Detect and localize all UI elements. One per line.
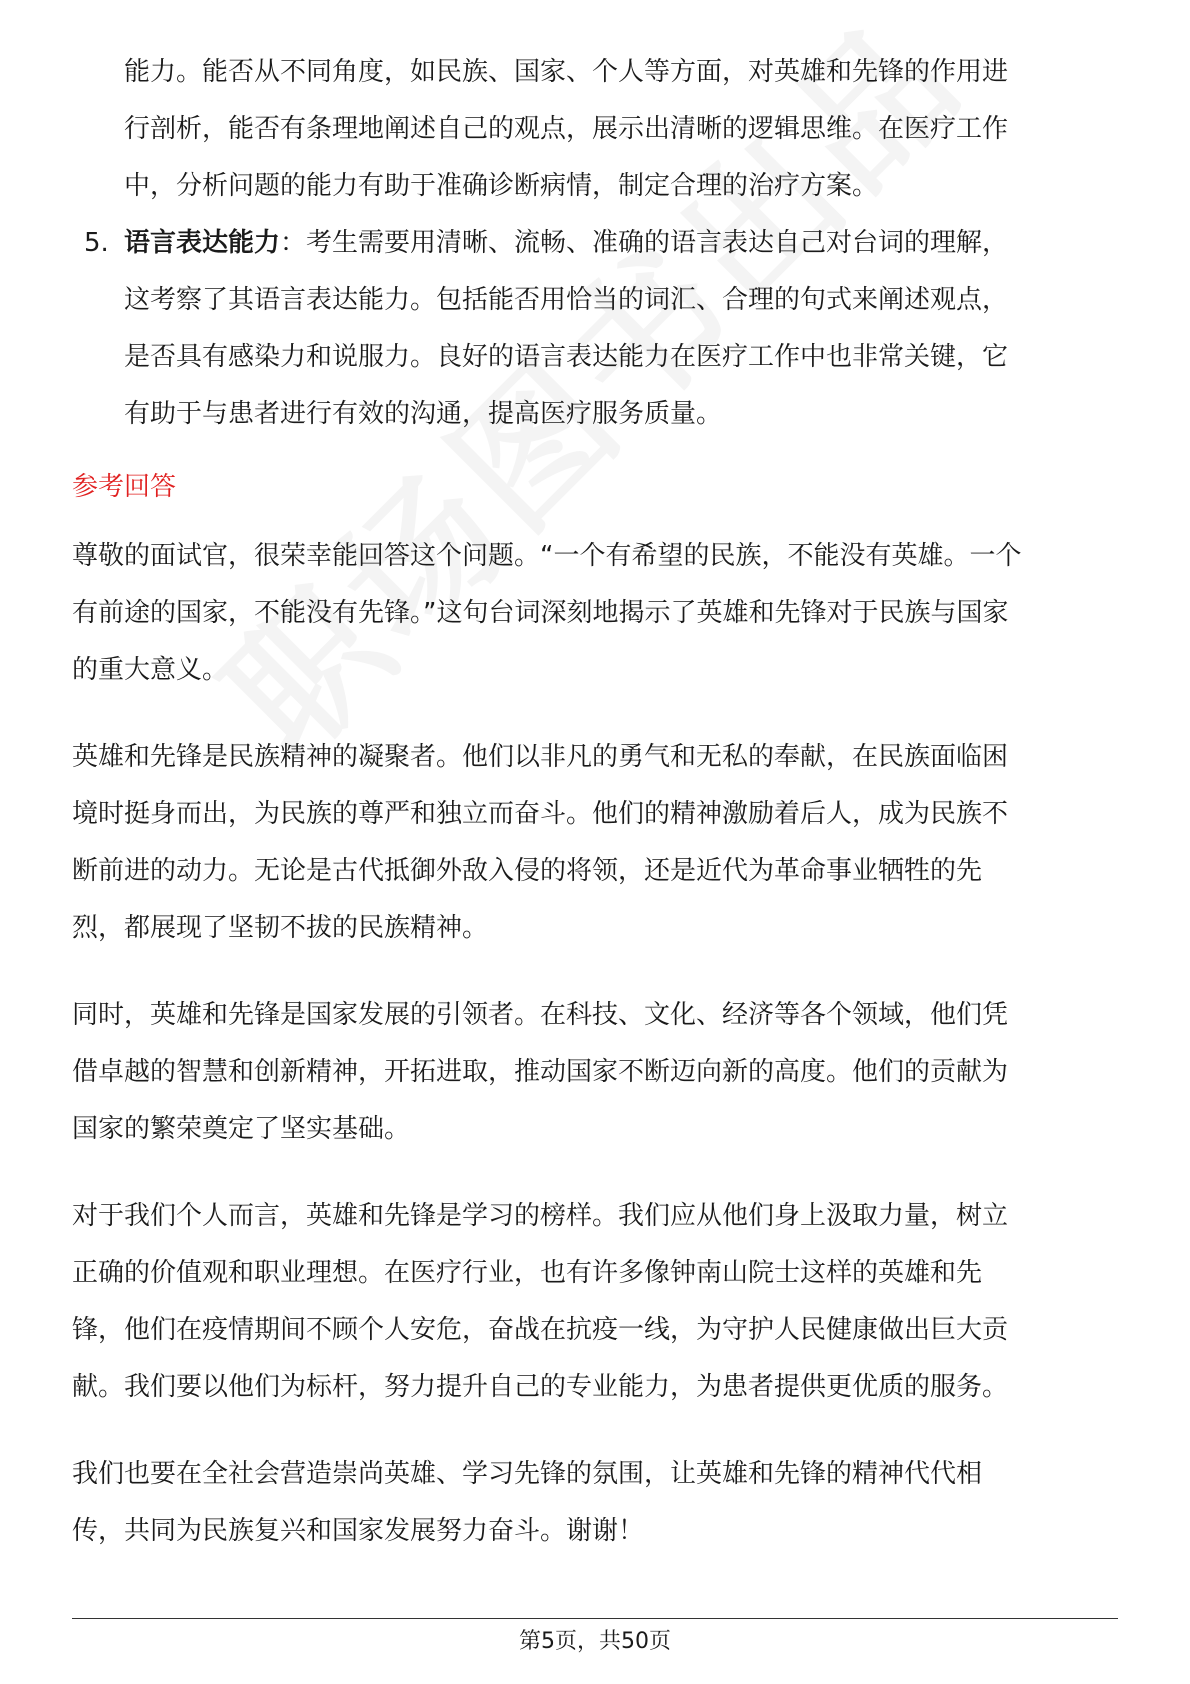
text-line: 尊敬的面试官，很荣幸能回答这个问题。“一个有希望的民族，不能没有英雄。一个 xyxy=(72,541,1022,571)
previous-item-continuation xyxy=(72,44,1118,215)
text-line: 中，分析问题的能力有助于准确诊断病情，制定合理的治疗方案。 xyxy=(124,171,879,201)
page-content xyxy=(72,44,1118,1590)
text-line: 献。我们要以他们为标杆，努力提升自己的专业能力，为患者提供更优质的服务。 xyxy=(72,1372,1009,1402)
text-line: 境时挺身而出，为民族的尊严和独立而奋斗。他们的精神激励着后人，成为民族不 xyxy=(72,799,1009,829)
answer-heading: 参考回答 xyxy=(72,472,177,502)
text-line: 这考察了其语言表达能力。包括能否用恰当的词汇、合理的句式来阐述观点， xyxy=(124,285,1009,315)
text-line: 传，共同为民族复兴和国家发展努力奋斗。谢谢！ xyxy=(72,1516,645,1546)
list-item-term: 语言表达能力 xyxy=(124,228,281,258)
text-line: 能力。能否从不同角度，如民族、国家、个人等方面，对英雄和先锋的作用进 xyxy=(124,57,1009,87)
text-line: 借卓越的智慧和创新精神，开拓进取，推动国家不断迈向新的高度。他们的贡献为 xyxy=(72,1057,1009,1087)
text-line: 断前进的动力。无论是古代抵御外敌入侵的将领，还是近代为革命事业牺牲的先 xyxy=(72,856,983,886)
text-line: 烈，都展现了坚韧不拔的民族精神。 xyxy=(72,913,489,943)
page-number: 第5页，共50页 xyxy=(519,1629,671,1654)
text-line: 是否具有感染力和说服力。良好的语言表达能力在医疗工作中也非常关键，它 xyxy=(124,342,1009,372)
list-item-text: ：考生需要用清晰、流畅、准确的语言表达自己对台词的理解， xyxy=(280,228,1009,258)
text-line: 有助于与患者进行有效的沟通，提高医疗服务质量。 xyxy=(124,399,723,429)
text-line: 行剖析，能否有条理地阐述自己的观点，展示出清晰的逻辑思维。在医疗工作 xyxy=(124,114,1009,144)
text-line: 的重大意义。 xyxy=(72,655,229,685)
answer-paragraph-3 xyxy=(72,987,1118,1158)
text-line: 有前途的国家，不能没有先锋。”这句台词深刻地揭示了英雄和先锋对于民族与国家 xyxy=(72,598,1009,628)
text-line: 我们也要在全社会营造崇尚英雄、学习先锋的氛围，让英雄和先锋的精神代代相 xyxy=(72,1459,983,1489)
answer-paragraph-4 xyxy=(72,1188,1118,1416)
answer-paragraph-5 xyxy=(72,1446,1118,1560)
list-item-language-expression xyxy=(72,215,1118,443)
footer-divider xyxy=(72,1618,1118,1619)
text-line: 国家的繁荣奠定了坚实基础。 xyxy=(72,1114,411,1144)
text-line: 锋，他们在疫情期间不顾个人安危，奋战在抗疫一线，为守护人民健康做出巨大贡 xyxy=(72,1315,1009,1345)
answer-paragraph-1 xyxy=(72,528,1118,699)
answer-paragraph-2 xyxy=(72,729,1118,957)
text-line: 正确的价值观和职业理想。在医疗行业，也有许多像钟南山院士这样的英雄和先 xyxy=(72,1258,983,1288)
text-line: 对于我们个人而言，英雄和先锋是学习的榜样。我们应从他们身上汲取力量，树立 xyxy=(72,1201,1009,1231)
list-item-number: 5. xyxy=(84,228,109,258)
text-line: 英雄和先锋是民族精神的凝聚者。他们以非凡的勇气和无私的奉献，在民族面临困 xyxy=(72,742,1009,772)
text-line: 同时，英雄和先锋是国家发展的引领者。在科技、文化、经济等各个领域，他们凭 xyxy=(72,1000,1009,1030)
list-item-first-line xyxy=(72,215,1118,272)
